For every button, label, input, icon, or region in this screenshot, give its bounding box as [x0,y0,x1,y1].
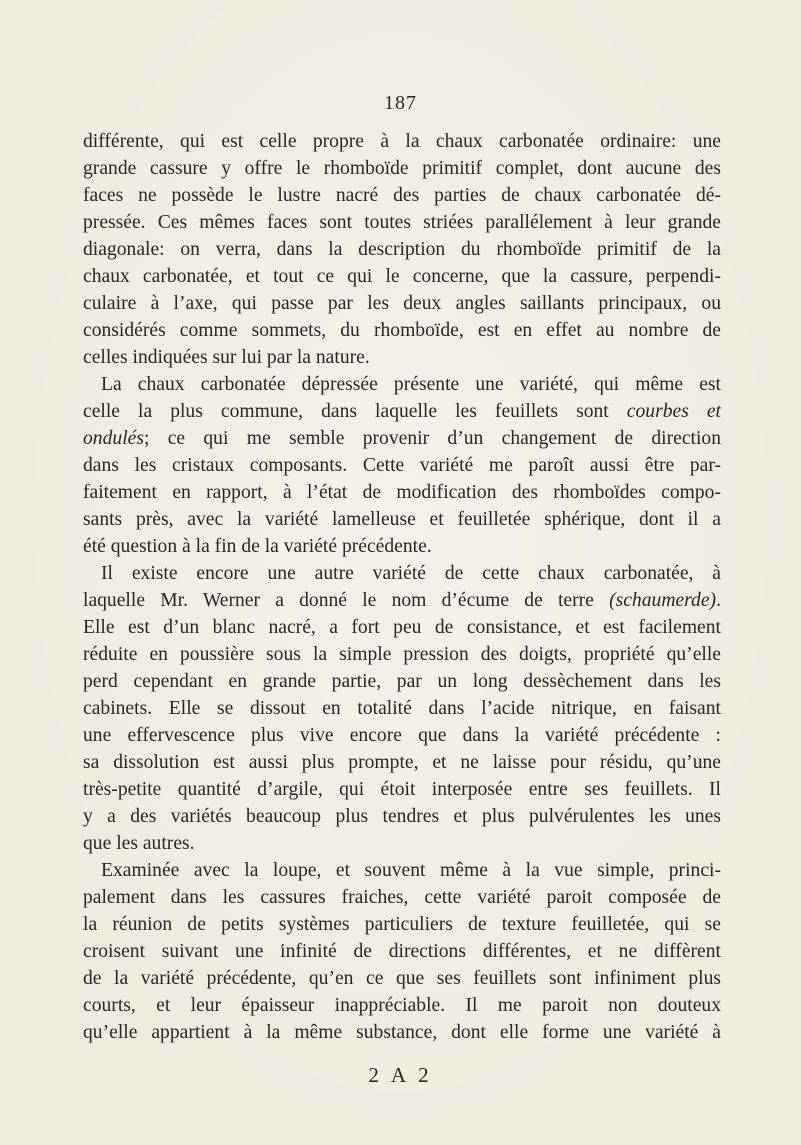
text-line: culaire à l’axe, qui passe par les deux angles saillants principaux, ou [83,293,721,314]
text-segment: laquelle Mr. Werner a donné le nom d’écume de terre [83,590,610,611]
text-line: celles indiquées sur lui par la nature. [83,347,370,368]
signature-mark: 2 A 2 [368,1063,433,1087]
text-segment: ; ce qui me semble provenir d’un changement de direction [143,428,721,449]
text-line: chaux carbonatée, et tout ce qui le concerne, que la cassure, perpendi- [83,266,721,287]
text-line: été question à la fin de la variété précédente. [83,536,432,557]
text-line: sa dissolution est aussi plus prompte, et ne laisse pour résidu, qu’une [83,752,721,773]
text-line: faitement en rapport, à l’état de modification des rhomboïdes compo- [83,482,721,503]
text-line: Il existe encore une autre variété de cette chaux carbonatée, à [101,563,721,584]
text-line: Examinée avec la loupe, et souvent même à la vue simple, princi- [101,860,721,881]
text-line: très-petite quantité d’argile, qui étoit interposée entre ses feuillets. Il [83,779,721,800]
text-line-mixed [83,398,721,425]
text-line: de la variété précédente, qu’en ce que ses feuillets sont infiniment plus [83,968,721,989]
text-line: réduite en poussière sous la simple pression des doigts, propriété qu’elle [83,644,721,665]
text-line: y a des variétés beaucoup plus tendres et plus pulvérulentes les unes [83,806,721,827]
page-number: 187 [384,92,417,114]
text-line: cabinets. Elle se dissout en totalité dans l’acide nitrique, en faisant [83,698,721,719]
text-line: qu’elle appartient à la même substance, dont elle forme une variété à [83,1022,721,1043]
text-line: une effervescence plus vive encore que dans la variété précédente : [83,725,721,746]
text-segment: . [716,590,721,611]
text-line: que les autres. [83,833,195,854]
text-line: diagonale: on verra, dans la description du rhomboïde primitif de la [83,239,721,260]
text-line: courts, et leur épaisseur inappréciable. Il me paroit non douteux [83,995,721,1016]
text-line: croisent suivant une infinité de directions différentes, et ne diffèrent [83,941,721,962]
body-text [83,128,721,1046]
italic-term: ondulés [83,428,144,449]
text-line: Elle est d’un blanc nacré, a fort peu de consistance, et est facilement [83,617,721,638]
text-line: différente, qui est celle propre à la chaux carbonatée ordinaire: une [83,131,721,152]
text-line: perd cependant en grande partie, par un long dessèchement dans les [83,671,721,692]
text-line: faces ne possède le lustre nacré des parties de chaux carbonatée dé- [83,185,721,206]
text-line: considérés comme sommets, du rhomboïde, est en effet au nombre de [83,320,721,341]
italic-term: courbes et [626,401,721,422]
text-line-mixed [83,425,721,452]
text-line: dans les cristaux composants. Cette variété me paroît aussi être par- [83,455,721,476]
text-line: grande cassure y offre le rhomboïde primitif complet, dont aucune des [83,158,721,179]
text-line: la réunion de petits systèmes particuliers de texture feuilletée, qui se [83,914,721,935]
text-line: La chaux carbonatée dépressée présente une variété, qui même est [101,374,721,395]
text-line-mixed [83,587,721,614]
text-segment: celle la plus commune, dans laquelle les feuillets sont [83,401,627,422]
text-line: palement dans les cassures fraiches, cette variété paroit composée de [83,887,721,908]
italic-term: (schaumerde) [609,590,717,611]
text-line: pressée. Ces mêmes faces sont toutes striées parallélement à leur grande [83,212,721,233]
text-line: sants près, avec la variété lamelleuse et feuilletée sphérique, dont il a [83,509,721,530]
